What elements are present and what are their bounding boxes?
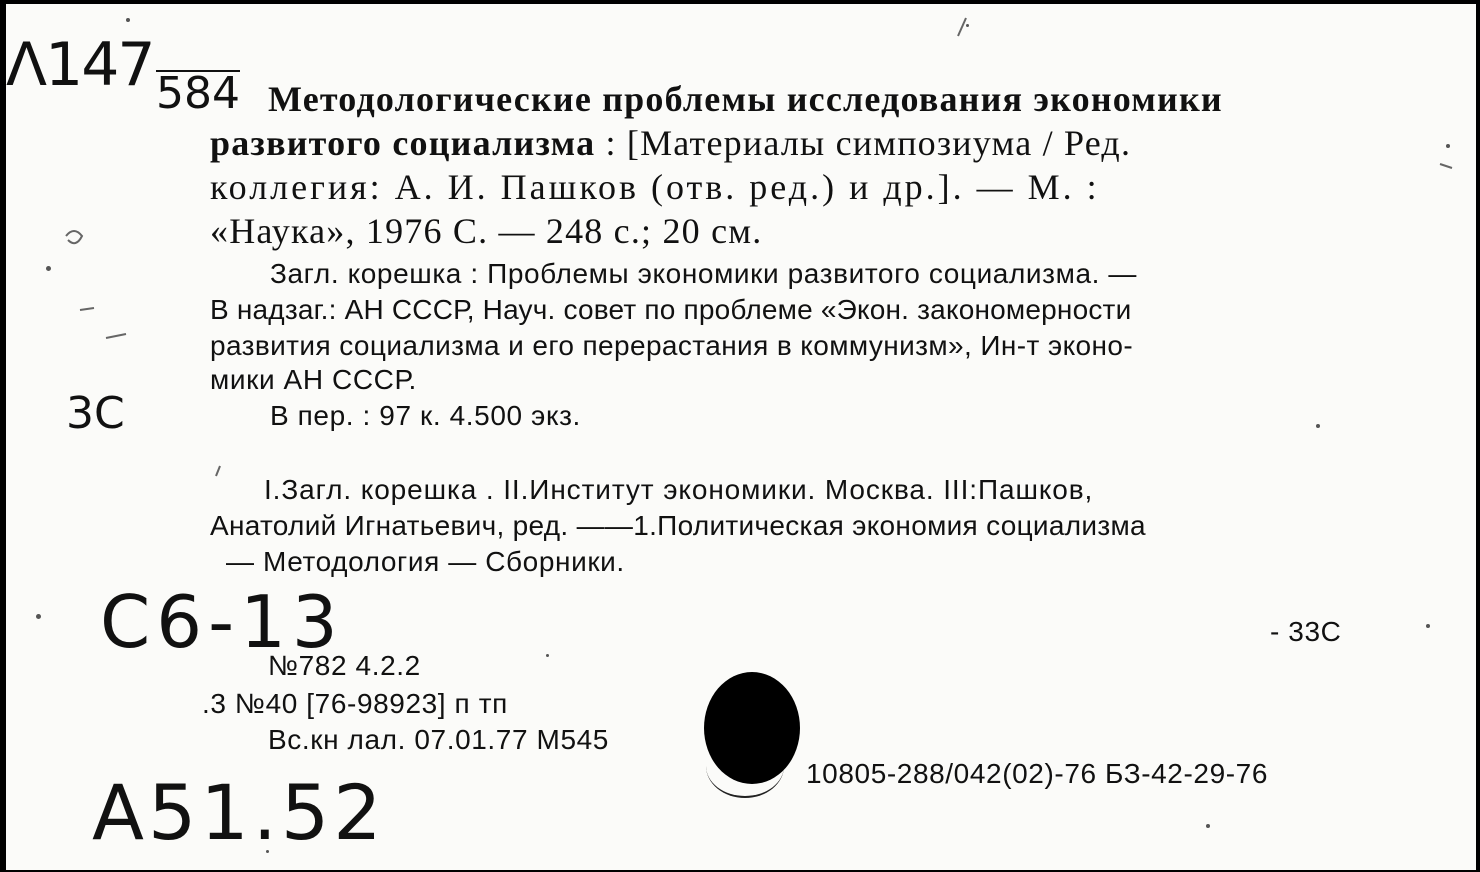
catalog-card [6, 4, 1476, 870]
tracing-line-1: I.Загл. корешка . II.Институт экономики. Москва. III:Пашков, [264, 474, 1094, 505]
handwritten-bottom-code: A51.52 [92, 768, 386, 857]
title-line-4: «Наука», 1976 С. — 248 с.; 20 см. [210, 211, 763, 251]
pencil-marks [6, 4, 1476, 870]
tracing-line-2: Анатолий Игнатьевич, ред. ——1.Политическая экономия социализма [210, 510, 1146, 541]
imprint-line-2: .3 №40 [76-98923] п тп [202, 688, 508, 719]
price-line: В пер. : 97 к. 4.500 экз. [270, 400, 581, 431]
handwritten-shelf-mark-number: 584 [156, 68, 240, 119]
handwritten-code: C6-13 [100, 580, 344, 664]
note-line-4: мики АН СССР. [210, 364, 417, 395]
title-line-2: развитого социализма : [Материалы симпозиума / Ред. [210, 123, 1132, 163]
note-line-1: Загл. корешка : Проблемы экономики развитого социализма. — [270, 258, 1137, 289]
bottom-classification-code: 10805-288/042(02)-76 БЗ-42-29-76 [806, 758, 1269, 789]
note-line-2: В надзаг.: АН СССР, Науч. совет по проблеме «Экон. закономерности [210, 294, 1132, 325]
title-line-3: коллегия: А. И. Пашков (отв. ред.) и др.]. — М. : [210, 167, 1100, 207]
imprint-line-1: №782 4.2.2 [268, 650, 421, 681]
right-classification-code: - 33С [1270, 616, 1342, 647]
imprint-line-3: Вс.кн лал. 07.01.77 М545 [268, 724, 609, 755]
handwritten-left-note: 3C [66, 388, 125, 439]
title-line-1: Методологические проблемы исследования экономики [268, 79, 1223, 119]
tracing-line-3: — Методология — Сборники. [226, 546, 625, 577]
note-line-3: развития социализма и его перерастания в коммунизм», Ин-т эконо- [210, 330, 1134, 361]
handwritten-shelf-mark: Λ147 [6, 30, 154, 100]
